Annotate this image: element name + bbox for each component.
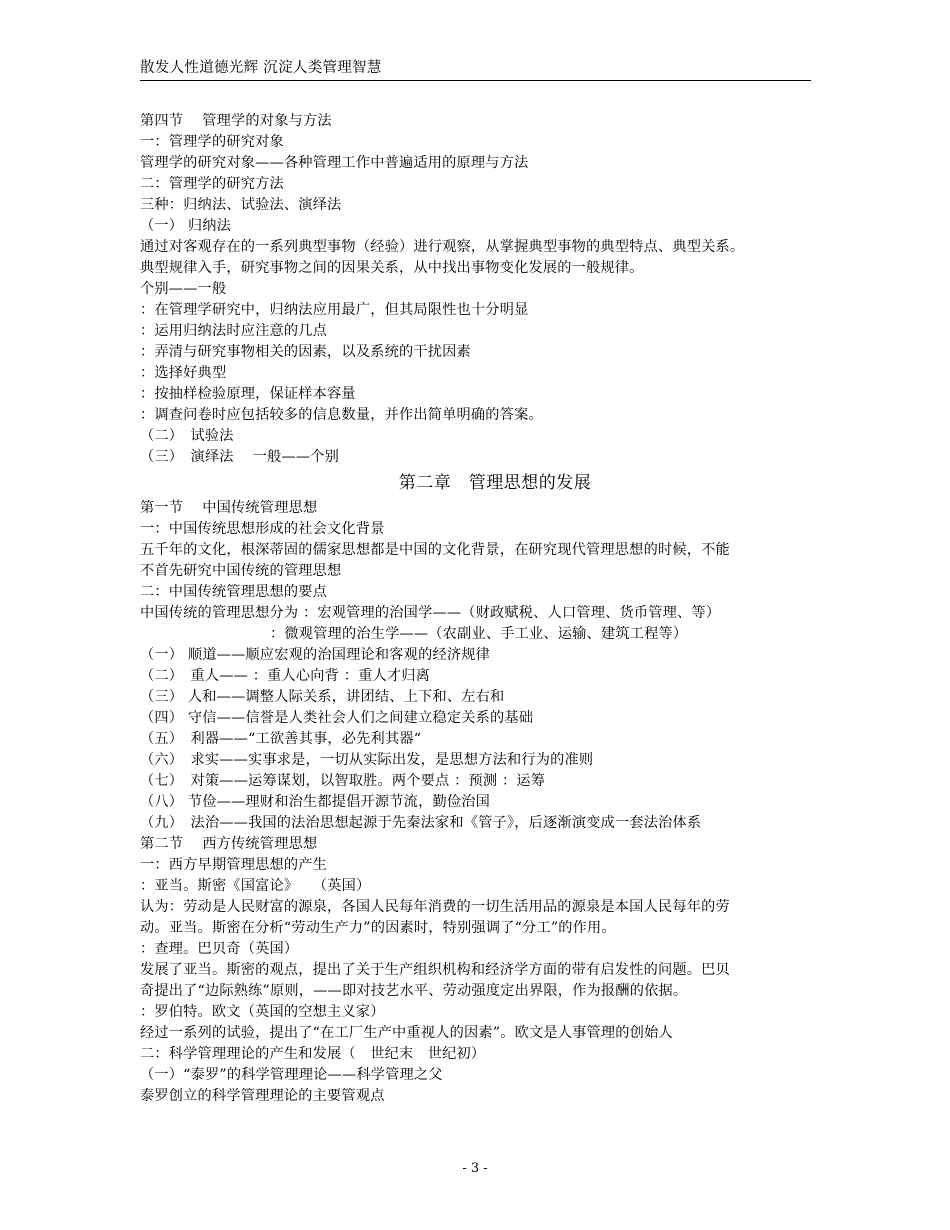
text-line: ：运用归纳法时应注意的几点 (140, 323, 328, 339)
text-line: 发展了亚当。斯密的观点，提出了关于生产组织机构和经济学方面的带有启发性的问题。巴贝 (140, 962, 730, 978)
text-line: 泰罗创立的科学管理理论的主要管观点 (140, 1088, 385, 1104)
text-line: ：在管理学研究中，归纳法应用最广，但其局限性也十分明显 (140, 302, 529, 318)
text-line: 中国传统的管理思想分为 ：宏观管理的治国学——（财政赋税、人口管理、货币管理、等） (140, 605, 721, 621)
text-line: 一：西方早期管理思想的产生 (140, 857, 328, 873)
text-line: （三） 人和——调整人际关系，讲团结、上下和、左右和 (140, 689, 505, 705)
text-line: 五千年的文化，根深蒂固的儒家思想都是中国的文化背景，在研究现代管理思想的时候，不能 (140, 542, 730, 558)
text-line: 不首先研究中国传统的管理思想 (140, 563, 342, 579)
document-body (140, 111, 830, 1107)
text-line: 一：管理学的研究对象 (140, 134, 284, 150)
page-number: - 3 - (462, 1161, 488, 1176)
text-line: 二：中国传统管理思想的要点 (140, 584, 328, 600)
text-line: 三种：归纳法、试验法、演绎法 (140, 197, 342, 213)
text-line: ：调查问卷时应包括较多的信息数量，并作出简单明确的答案。 (140, 407, 543, 423)
text-line: （二） 重人—— ：重人心向背 ：重人才归离 (140, 668, 431, 684)
text-line: 经过一系列的试验，提出了“在工厂生产中重视人的因素”。欧文是人事管理的创始人 (140, 1025, 673, 1041)
text-line: 奇提出了“边际熟练”原则，——即对技艺水平、劳动强度定出界限，作为报酬的依据。 (140, 983, 688, 999)
text-line: ：罗伯特。欧文（英国的空想主义家） (140, 1004, 385, 1020)
text-line: 认为：劳动是人民财富的源泉，各国人民每年消费的一切生活用品的源泉是本国人民每年的劳 (140, 899, 730, 915)
text-line: （五） 利器——“工欲善其事，必先利其器“ (140, 731, 422, 747)
text-line: ：亚当。斯密《国富论》 （英国） (140, 878, 371, 894)
text-line: （一） 顺道——顺应宏观的治国理论和客观的经济规律 (140, 647, 491, 663)
section-heading: 第一节 中国传统管理思想 (140, 500, 318, 516)
section-heading: 第二节 西方传统管理思想 (140, 836, 318, 852)
text-line: （二） 试验法 (140, 428, 234, 444)
text-line: （八） 节俭——理财和治生都提倡开源节流，勤俭治国 (140, 794, 491, 810)
header-divider (140, 80, 811, 81)
text-line: 管理学的研究对象——各种管理工作中普遍适用的原理与方法 (140, 155, 529, 171)
text-line: （一） 归纳法 (140, 218, 232, 234)
text-line: ：选择好典型 (140, 365, 227, 381)
text-line: （四） 守信——信誉是人类社会人们之间建立稳定关系的基础 (140, 710, 534, 726)
text-line: ：弄清与研究事物相关的因素，以及系统的干扰因素 (140, 344, 471, 360)
text-line: ：微观管理的治生学——（农副业、手工业、运输、建筑工程等） (270, 626, 688, 642)
text-line: ：查理。巴贝奇（英国） (140, 941, 299, 957)
text-line: 一：中国传统思想形成的社会文化背景 (140, 521, 385, 537)
running-header: 散发人性道德光辉 沉淀人类管理智慧 (140, 60, 382, 76)
text-line: （一）“泰罗”的科学管理理论——科学管理之父 (140, 1067, 443, 1083)
text-line: ：按抽样检验原理，保证样本容量 (140, 386, 356, 402)
text-line: （六） 求实——实事求是，一切从实际出发，是思想方法和行为的准则 (140, 752, 594, 768)
text-line: 二：管理学的研究方法 (140, 176, 284, 192)
text-line: （七） 对策——运筹谋划，以智取胜。两个要点 ：预测 ：运筹 (140, 773, 546, 789)
section-heading: 第四节 管理学的对象与方法 (140, 113, 332, 129)
text-line: 动。亚当。斯密在分析“劳动生产力”的因素时，特别强调了“分工”的作用。 (140, 920, 616, 936)
text-line: 个别——一般 (140, 281, 227, 297)
chapter-title: 第二章 管理思想的发展 (398, 473, 592, 493)
text-line: （三） 演绎法 一般——个别 (140, 449, 340, 465)
text-line: 通过对客观存在的一系列典型事物（经验）进行观察，从掌握典型事物的典型特点、典型关系。 (140, 239, 745, 255)
text-line: （九） 法治——我国的法治思想起源于先秦法家和《管子》，后逐渐演变成一套法治体系 (140, 815, 702, 831)
text-line: 二：科学管理理论的产生和发展（ 世纪末 世纪初） (140, 1046, 486, 1062)
text-line: 典型规律入手，研究事物之间的因果关系，从中找出事物变化发展的一般规律。 (140, 260, 644, 276)
